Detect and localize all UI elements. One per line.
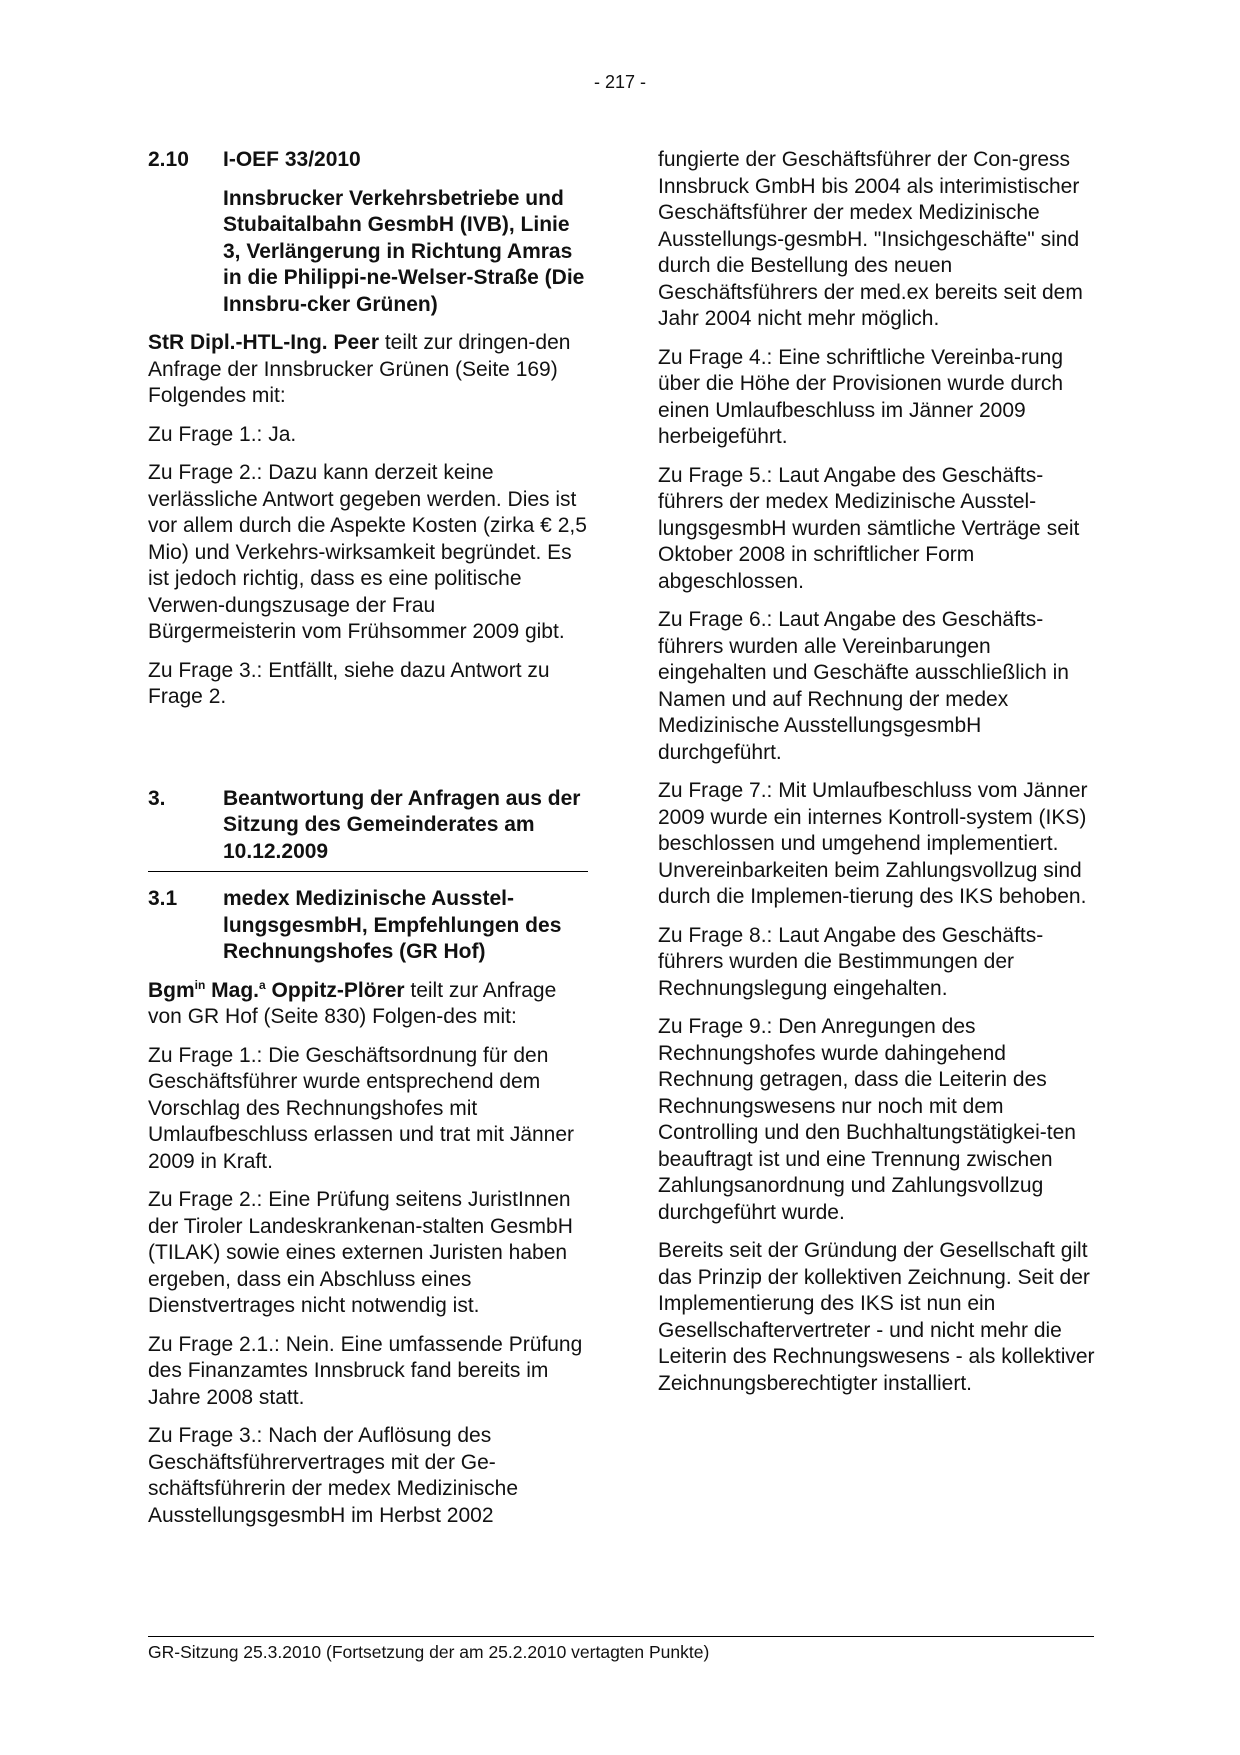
section-code: I-OEF 33/2010 [223,148,361,171]
section-number: 3. [148,786,166,810]
right-column [658,147,1098,1409]
footer-divider [148,1636,1094,1637]
section-spacer [148,723,588,786]
body-paragraph: Zu Frage 5.: Laut Angabe des Geschäfts-führers der medex Medizinische Ausstel-lungsgesmbH wurden sämtliche Verträge seit Oktober 2008 in schriftlicher Form abgeschlossen. [658,463,1080,593]
body-paragraph: Zu Frage 4.: Eine schriftliche Vereinba-rung über die Höhe der Provisionen wurde durch einen Umlaufbeschluss im Jänner 2009 herbeigeführt. [658,345,1064,448]
section-number: 2.10 [148,148,189,171]
section-3-heading [148,786,588,873]
body-paragraph: Zu Frage 9.: Den Anregungen des Rechnungshofes wurde dahingehend Rechnung getragen, dass die Leiterin des Rechnungswesens nur noch mit dem Controlling und den Buchhaltungstätigkei-ten beauftragt ist und eine Trennung zwischen Zahlungsanordnung und Zahlungsvollzug durchgeführt wurde. [658,1015,1076,1224]
section-3-1-heading [148,886,588,966]
body-paragraph: Zu Frage 8.: Laut Angabe des Geschäfts-führers wurden die Bestimmungen der Rechnungslegung eingehalten. [658,923,1044,1000]
answer-paragraph: Zu Frage 3.: Entfällt, siehe dazu Antwort zu Frage 2. [148,658,550,708]
answer-paragraph: Zu Frage 2.: Dazu kann derzeit keine verlässliche Antwort gegeben werden. Dies ist vor allem durch die Aspekte Kosten (zirka € 2,5 Mio) und Verkehrs-wirksamkeit begründet. Es ist jedoch richtig, dass es eine politische Verwen-dungszusage der Frau Bürgermeisterin vom Frühsommer 2009 gibt. [148,461,587,643]
answer-paragraph: Zu Frage 2.1.: Nein. Eine umfassende Prüfung des Finanzamtes Innsbruck fand bereits im Jahre 2008 statt. [148,1332,583,1409]
body-paragraph: Zu Frage 6.: Laut Angabe des Geschäfts-führers wurden alle Vereinbarungen eingehalten und Geschäfte ausschließlich in Namen und auf Rechnung der medex Medizinische AusstellungsgesmbH durchgeführt. [658,608,1069,764]
left-column [148,147,588,1541]
speaker-name: StR Dipl.-HTL-Ing. Peer [148,331,379,354]
answer-paragraph: Zu Frage 3.: Nach der Auflösung des Geschäftsführervertrages mit der Ge-schäftsführerin der medex Medizinische AusstellungsgesmbH im Herbst 2002 [148,1424,519,1527]
speaker-name: Bgm$^{in}$ Mag.$^a$ Oppitz-Plörer [148,977,405,1002]
body-paragraph: Bereits seit der Gründung der Gesellschaft gilt das Prinzip der kollektiven Zeichnung. Seit der Implementierung des IKS ist nun ein Gesellschaftervertreter - und nicht mehr die Leiterin des Rechnungswesens - als kollektiver Zeichnungsberechtigter installiert. [658,1239,1095,1395]
page-footer: GR-Sitzung 25.3.2010 (Fortsetzung der am 25.2.2010 vertagten Punkte) [148,1642,710,1662]
section-2-10-title: Innsbrucker Verkehrsbetriebe und Stubaitalbahn GesmbH (IVB), Linie 3, Verlängerung in Richtung Amras in die Philippi-ne-Welser-Straße (Die Innsbru-cker Grünen) [223,186,585,316]
answer-paragraph: Zu Frage 1.: Ja. [148,422,297,446]
page-number: - 217 - [593,72,647,92]
section-title: medex Medizinische Ausstel-lungsgesmbH, Empfehlungen des Rechnungshofes (GR Hof) [223,887,562,963]
intro-paragraph [148,330,588,410]
intro-text: teilt zur Anfrage von GR Hof (Seite 830) Folgen-des mit: [148,978,557,1028]
body-paragraph: fungierte der Geschäftsführer der Con-gress Innsbruck GmbH bis 2004 als interimistischer Geschäftsführer der medex Medizinische Ausstellungs-gesmbH. "Insichgeschäfte" sind durch die Bestellung des neuen Geschäftsführers der med.ex bereits seit dem Jahr 2004 nicht mehr möglich. [658,148,1083,330]
body-paragraph: Zu Frage 7.: Mit Umlaufbeschluss vom Jänner 2009 wurde ein internes Kontroll-system (IKS) beschlossen und umgehend implementiert. Unvereinbarkeiten beim Zahlungsvollzug sind durch die Implemen-tierung des IKS behoben. [658,779,1088,908]
section-number: 3.1 [148,887,178,910]
section-title: Beantwortung der Anfragen aus der Sitzung des Gemeinderates am 10.12.2009 [223,786,581,863]
section-2-10-heading [148,147,588,174]
answer-paragraph: Zu Frage 2.: Eine Prüfung seitens JuristInnen der Tiroler Landeskrankenan-stalten GesmbH (TILAK) sowie eines externen Juristen haben ergeben, dass ein Abschluss eines Dienstvertrages nicht notwendig ist. [148,1188,573,1317]
answer-paragraph: Zu Frage 1.: Die Geschäftsordnung für den Geschäftsführer wurde entsprechend dem Vorschlag des Rechnungshofes mit Umlaufbeschluss erlassen und trat mit Jänner 2009 in Kraft. [148,1043,575,1173]
intro-paragraph [148,978,588,1031]
intro-text: teilt zur dringen-den Anfrage der Innsbrucker Grünen (Seite 169) Folgendes mit: [148,331,571,407]
